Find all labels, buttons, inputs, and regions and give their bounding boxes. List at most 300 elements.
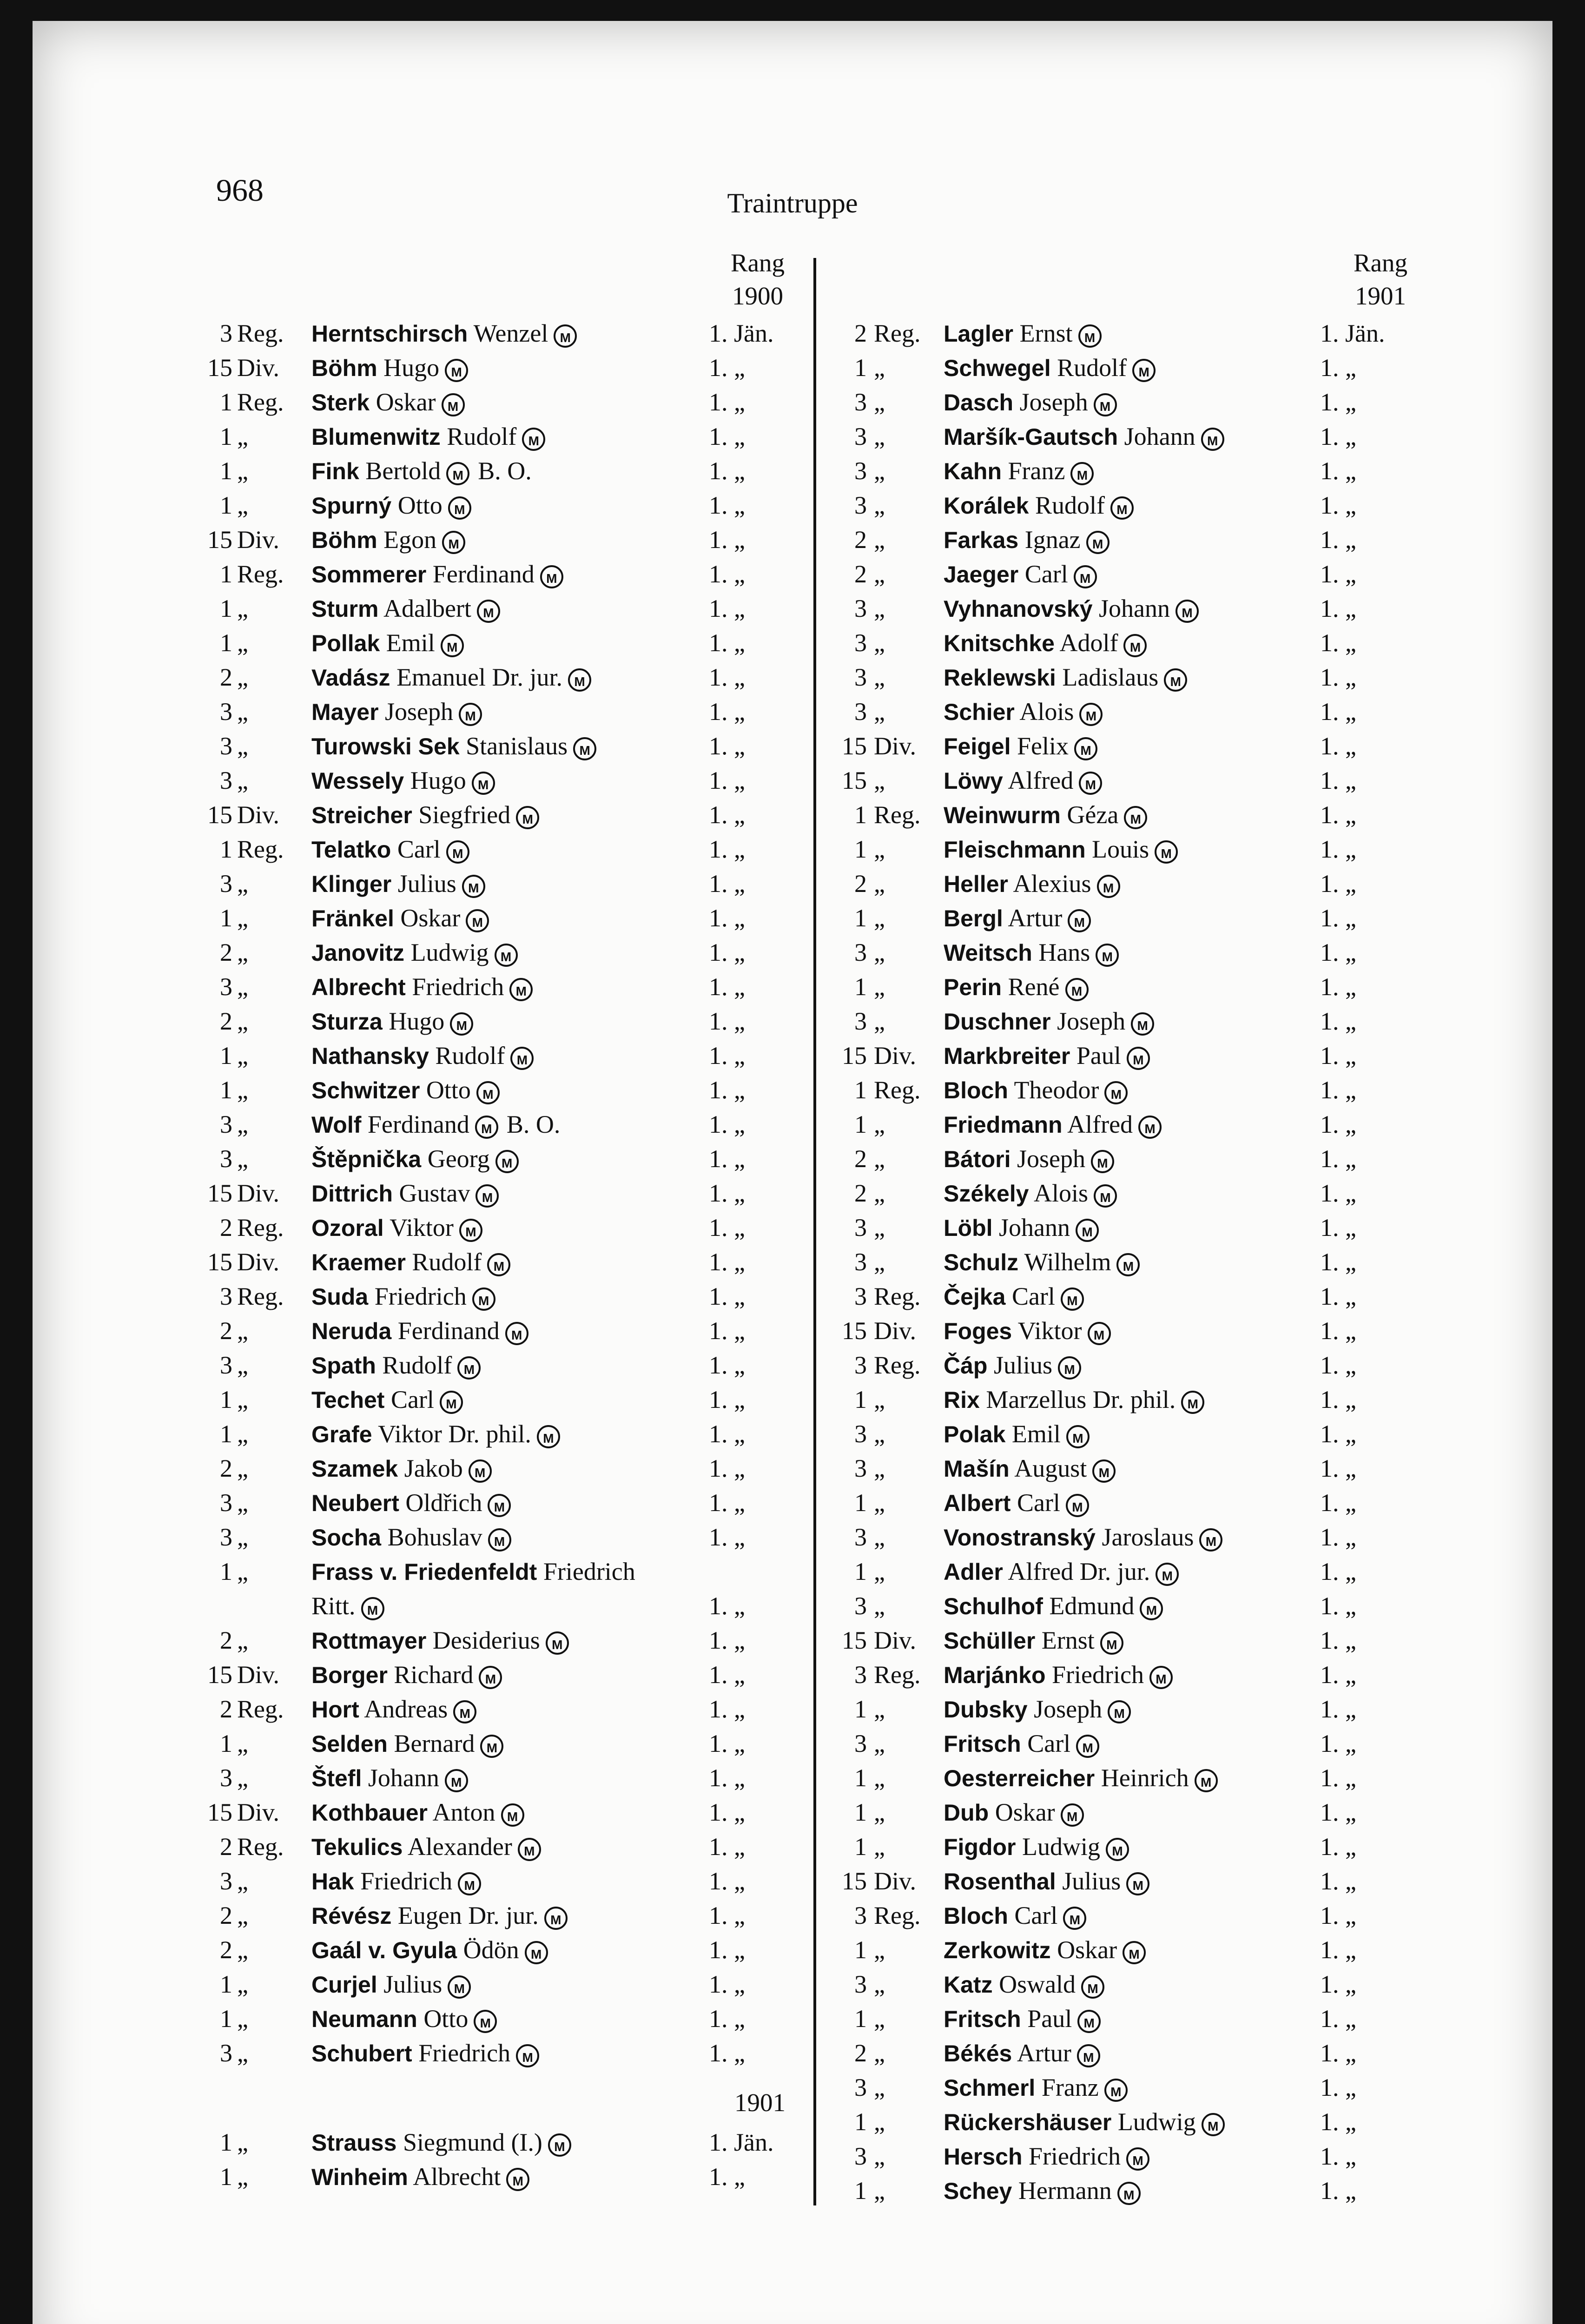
officer-name (944, 1692, 1131, 1727)
rang-date: 1. „ (1320, 1592, 1356, 1620)
surname: Fleischmann (944, 837, 1086, 863)
m-circle-icon: M (522, 428, 545, 451)
rang-date: 1. „ (709, 870, 745, 898)
unit-number: 1 (220, 904, 232, 932)
rang-date: 1. „ (709, 1282, 745, 1310)
m-circle-icon: M (1076, 1219, 1099, 1242)
unit-number: 3 (854, 491, 867, 519)
unit-number: 3 (854, 1248, 867, 1276)
m-circle-icon: M (1088, 1322, 1111, 1345)
unit-number: 3 (220, 1145, 232, 1173)
rang-date: 1. „ (709, 594, 745, 622)
unit-type: Reg. (874, 1076, 921, 1104)
unit-number: 1 (220, 1076, 232, 1104)
unit-type: „ (874, 766, 885, 794)
rang-date: 1. „ (1320, 1970, 1356, 1998)
unit-type: „ (874, 2039, 885, 2067)
officer-name (944, 2105, 1225, 2139)
surname: Heller (944, 871, 1008, 897)
roster-entry (33, 1176, 1552, 1210)
rang-date: 1. „ (709, 457, 745, 485)
honor-note: B. O. (506, 1110, 561, 1138)
surname: Rückershäuser (944, 2109, 1112, 2135)
surname: Maršík-Gautsch (944, 424, 1118, 450)
unit-number: 15 (842, 766, 867, 794)
m-circle-icon: M (1096, 944, 1119, 967)
rang-label: Rang (730, 249, 785, 277)
surname: Foges (944, 1318, 1012, 1344)
rang-date: 1. „ (709, 1214, 745, 1241)
given-name: Oskar (400, 904, 461, 932)
given-name: Siegfried (418, 801, 511, 829)
given-name: Carl (397, 835, 441, 863)
given-name: Hugo (389, 1007, 445, 1035)
surname: Löbl (944, 1215, 993, 1241)
unit-type: „ (237, 629, 248, 657)
roster-entry (33, 970, 1552, 1004)
surname: Perin (944, 974, 1002, 1000)
rang-date: 1. „ (1320, 354, 1356, 382)
unit-number: 1 (854, 904, 867, 932)
rang-date: 1. „ (1320, 2177, 1356, 2205)
unit-number: 15 (207, 526, 232, 554)
unit-type: „ (874, 1798, 885, 1826)
rang-date: 1. „ (709, 1007, 745, 1035)
surname: Schmerl (944, 2075, 1036, 2101)
officer-name (944, 1176, 1117, 1211)
unit-type: Div. (237, 1798, 279, 1826)
surname: Vonostranský (944, 1525, 1096, 1551)
unit-type: „ (874, 1386, 885, 1413)
surname: Székely (944, 1181, 1029, 1207)
rang-date: 1. „ (709, 938, 745, 966)
surname: Schey (944, 2178, 1012, 2204)
unit-type: „ (237, 732, 248, 760)
surname: Bloch (944, 1077, 1008, 1103)
surname: Friedmann (944, 1112, 1063, 1138)
officer-name (944, 419, 1224, 454)
unit-number: 3 (854, 1420, 867, 1448)
given-name: Louis (1092, 835, 1149, 863)
unit-number: 1 (854, 1936, 867, 1964)
officer-name (944, 1382, 1204, 1417)
unit-number: 1 (854, 1695, 867, 1723)
rang-date: 1. „ (1320, 1833, 1356, 1861)
roster-entry (33, 1933, 1552, 1967)
m-circle-icon: M (442, 531, 465, 554)
officer-name (944, 1657, 1173, 1692)
rang-date: 1. „ (709, 801, 745, 829)
surname: Pollak (311, 630, 380, 656)
surname: Gaál v. Gyula (311, 1937, 457, 1963)
rang-date: 1. „ (709, 1454, 745, 1482)
given-name: Alfred Dr. jur. (1008, 1558, 1150, 1585)
rang-date: 1. „ (709, 1833, 745, 1861)
given-name: Franz (1008, 457, 1065, 485)
unit-number: 1 (854, 1558, 867, 1585)
unit-type: Reg. (237, 388, 284, 416)
unit-number: 3 (220, 1867, 232, 1895)
surname: Grafe (311, 1421, 372, 1447)
unit-number: 2 (220, 1901, 232, 1929)
unit-number: 1 (220, 388, 232, 416)
roster-entry (33, 694, 1552, 729)
unit-type: „ (874, 1489, 885, 1517)
surname: Fink (311, 458, 359, 484)
unit-type: „ (874, 2005, 885, 2033)
officer-name (944, 626, 1147, 660)
officer-name (944, 866, 1120, 901)
unit-type: Div. (237, 1661, 279, 1689)
given-name: Paul (1076, 1042, 1121, 1070)
unit-type: „ (237, 1386, 248, 1413)
rang-date: 1. „ (709, 629, 745, 657)
surname: Duschner (944, 1009, 1051, 1035)
unit-type: „ (237, 973, 248, 1001)
unit-number: 1 (854, 354, 867, 382)
unit-number: 2 (220, 1007, 232, 1035)
m-circle-icon: M (495, 1150, 519, 1173)
roster-entry (33, 660, 1552, 694)
officer-name (944, 935, 1119, 970)
unit-number: 3 (220, 1764, 232, 1792)
unit-type: Div. (874, 1626, 916, 1654)
unit-type: „ (237, 1317, 248, 1345)
rang-date: 1. „ (709, 354, 745, 382)
given-name: Adalbert (383, 594, 471, 622)
given-name: Oskar (1057, 1936, 1117, 1964)
m-circle-icon: M (1202, 2113, 1225, 2136)
surname: Winheim (311, 2164, 408, 2191)
unit-number: 1 (220, 2128, 232, 2157)
given-name: Julius (383, 1970, 442, 1998)
unit-type: „ (237, 1867, 248, 1895)
surname: Kraemer (311, 1249, 406, 1275)
m-circle-icon: M (1176, 600, 1199, 623)
unit-number: 3 (220, 1523, 232, 1551)
given-name: Viktor (1017, 1317, 1082, 1345)
rang-date: 1. „ (709, 732, 745, 760)
given-name: Rudolf (412, 1248, 482, 1276)
surname: Frass v. Friedenfeldt (311, 1559, 537, 1585)
unit-number: 2 (220, 1695, 232, 1723)
surname: Reklewski (944, 665, 1056, 691)
m-circle-icon: M (450, 1012, 473, 1036)
rang-date: 1. „ (1320, 1214, 1356, 1241)
rang-date: 1. „ (709, 1351, 745, 1379)
roster-entry (33, 2036, 1552, 2070)
roster-entry (33, 1142, 1552, 1176)
surname: Čejka (944, 1284, 1006, 1310)
m-circle-icon: M (1155, 840, 1178, 864)
unit-type: Reg. (237, 1282, 284, 1310)
rang-date: 1. „ (709, 663, 745, 691)
rang-date: 1. „ (1320, 1282, 1356, 1310)
unit-type: „ (874, 423, 885, 450)
m-circle-icon: M (1156, 1563, 1179, 1586)
given-name: Bernard (394, 1730, 475, 1757)
m-circle-icon: M (466, 909, 489, 932)
m-circle-icon: M (1079, 772, 1102, 795)
rang-date: 1. „ (1320, 1901, 1356, 1929)
unit-number: 1 (854, 2177, 867, 2205)
given-name: Ernst (1019, 319, 1073, 347)
surname: Oesterreicher (944, 1765, 1095, 1791)
rang-date: 1. „ (1320, 1764, 1356, 1792)
given-name: Ferdinand (397, 1317, 500, 1345)
given-name: Carl (390, 1386, 434, 1413)
given-name: Theodor (1014, 1076, 1099, 1104)
unit-type: „ (237, 2005, 248, 2033)
given-name: Johann (368, 1764, 439, 1792)
given-name: Artur (1017, 2039, 1071, 2067)
unit-type: „ (237, 1901, 248, 1929)
unit-type: „ (874, 1214, 885, 1241)
given-name: Alfred (1067, 1110, 1133, 1138)
surname: Révész (311, 1903, 392, 1929)
roster-entry (33, 1829, 1552, 1864)
given-name: Eugen Dr. jur. (397, 1901, 539, 1929)
roster-entry (33, 626, 1552, 660)
surname: Borger (311, 1662, 388, 1688)
unit-type: „ (874, 1970, 885, 1998)
rang-date: 1. „ (709, 1386, 745, 1413)
m-circle-icon: M (1079, 703, 1103, 726)
surname: Polak (944, 1421, 1006, 1447)
unit-type: „ (874, 1110, 885, 1138)
given-name: Ignaz (1024, 526, 1081, 554)
rang-date: 1. Jän. (709, 319, 774, 347)
rang-date: 1. „ (1320, 388, 1356, 416)
unit-number: 1 (220, 1042, 232, 1070)
given-name: Jakob (404, 1454, 463, 1482)
surname: Adler (944, 1559, 1003, 1585)
rang-date: 1. „ (709, 1420, 745, 1448)
unit-number: 15 (207, 1248, 232, 1276)
m-circle-icon: M (518, 1838, 541, 1861)
unit-type: „ (237, 1454, 248, 1482)
given-name: Friedrich (374, 1282, 467, 1310)
m-circle-icon: M (1063, 1907, 1086, 1930)
given-name: Albrecht (413, 2163, 501, 2191)
rang-label: Rang (1353, 249, 1408, 277)
given-name: Anton (432, 1798, 495, 1826)
unit-type: „ (874, 1454, 885, 1482)
officer-name (944, 385, 1117, 420)
rang-date: 1. „ (709, 1695, 745, 1723)
roster-entry (33, 350, 1552, 385)
given-name: Viktor Dr. phil. (378, 1420, 531, 1448)
given-name: Emanuel Dr. jur. (396, 663, 562, 691)
unit-type: „ (237, 1626, 248, 1654)
given-name: Artur (1008, 904, 1063, 932)
unit-number: 2 (854, 560, 867, 588)
rang-date: 1. „ (709, 973, 745, 1001)
unit-type: „ (237, 1523, 248, 1551)
roster-entry (33, 2001, 1552, 2036)
given-name: Otto (426, 1076, 471, 1104)
m-circle-icon: M (1116, 1253, 1140, 1276)
officer-name (944, 1520, 1222, 1555)
m-circle-icon: M (1201, 428, 1224, 451)
roster-entry (33, 2139, 1552, 2173)
unit-number: 3 (854, 1454, 867, 1482)
surname: Socha (311, 1525, 382, 1551)
m-circle-icon: M (1127, 1047, 1150, 1070)
surname: Farkas (944, 527, 1019, 553)
m-circle-icon: M (487, 1253, 510, 1276)
rang-date: 1. „ (709, 1110, 745, 1138)
roster-entry (33, 2105, 1552, 2139)
given-name: Géza (1067, 801, 1119, 829)
given-name: Ernst (1041, 1626, 1095, 1654)
unit-type: „ (237, 1558, 248, 1585)
surname: Vyhnanovský (944, 596, 1093, 622)
rang-date: 1. „ (709, 1867, 745, 1895)
given-name: Joseph (1017, 1145, 1085, 1173)
unit-number: 3 (854, 1214, 867, 1241)
unit-number: 1 (220, 835, 232, 863)
officer-name (944, 557, 1097, 592)
given-name: Egon (383, 526, 437, 554)
unit-number: 3 (854, 2073, 867, 2101)
given-name: Gustav (399, 1179, 470, 1207)
unit-number: 2 (220, 1317, 232, 1345)
surname: Mayer (311, 699, 379, 725)
roster-entry (33, 385, 1552, 419)
unit-number: 1 (220, 594, 232, 622)
m-circle-icon: M (479, 1666, 502, 1689)
given-name: Rudolf (435, 1042, 505, 1070)
unit-type: „ (237, 1145, 248, 1173)
m-circle-icon: M (448, 496, 471, 520)
surname: Wolf (311, 1112, 362, 1138)
surname: Rix (944, 1387, 980, 1413)
officer-name (944, 1898, 1086, 1933)
officer-name (944, 1451, 1116, 1486)
unit-type: „ (237, 1351, 248, 1379)
m-circle-icon: M (546, 1631, 569, 1655)
rang-date: 1. „ (709, 1764, 745, 1792)
rang-year: 1900 (732, 282, 783, 310)
surname: Schulz (944, 1249, 1019, 1275)
unit-number: 2 (854, 2039, 867, 2067)
rang-date: 1. „ (709, 835, 745, 863)
surname: Figdor (944, 1834, 1016, 1860)
roster-entry (33, 729, 1552, 763)
m-circle-icon: M (474, 2010, 497, 2033)
rang-date: 1. „ (709, 526, 745, 554)
rang-date: 1. „ (1320, 629, 1356, 657)
roster-entry (33, 901, 1552, 935)
surname: Strauss (311, 2130, 397, 2156)
unit-number: 3 (220, 1351, 232, 1379)
m-circle-icon: M (495, 944, 518, 967)
rang-date: 1. „ (1320, 1558, 1356, 1585)
roster-entry (33, 866, 1552, 901)
unit-number: 1 (854, 1489, 867, 1517)
rang-date: 1. „ (1320, 1386, 1356, 1413)
given-name: René (1008, 973, 1060, 1001)
m-circle-icon: M (1086, 531, 1110, 554)
given-name: Alexander (407, 1833, 512, 1861)
m-circle-icon: M (1149, 1666, 1173, 1689)
m-circle-icon: M (505, 1322, 528, 1345)
officer-name (944, 1314, 1111, 1348)
surname: Schüller (944, 1628, 1036, 1654)
unit-number: 3 (220, 319, 232, 347)
given-name: Friedrich (543, 1558, 635, 1585)
m-circle-icon: M (516, 806, 539, 829)
given-name: Oskar (995, 1798, 1055, 1826)
m-circle-icon: M (540, 565, 563, 588)
m-circle-icon: M (1195, 1769, 1218, 1792)
m-circle-icon: M (475, 1116, 498, 1139)
unit-type: „ (874, 1695, 885, 1723)
m-circle-icon: M (453, 1700, 476, 1723)
surname: Štěpnička (311, 1146, 422, 1172)
unit-type: „ (237, 1730, 248, 1757)
unit-type: Reg. (874, 319, 921, 347)
surname: Štefl (311, 1765, 362, 1791)
unit-number: 3 (220, 1489, 232, 1517)
unit-type: „ (874, 663, 885, 691)
unit-type: „ (874, 1420, 885, 1448)
unit-type: „ (237, 1042, 248, 1070)
unit-type: „ (874, 2177, 885, 2205)
unit-number: 1 (854, 1764, 867, 1792)
unit-type: Div. (874, 1867, 916, 1895)
surname: Neumann (311, 2006, 417, 2032)
unit-type: „ (237, 2039, 248, 2067)
year-break: 1901 (734, 2088, 786, 2117)
roster-entry (33, 798, 1552, 832)
unit-type: „ (237, 457, 248, 485)
given-name: Rudolf (1057, 354, 1127, 382)
officer-name (944, 1554, 1179, 1589)
unit-number: 2 (220, 663, 232, 691)
rang-date: 1. „ (1320, 1007, 1356, 1035)
roster-entry (33, 1623, 1552, 1657)
rang-date: 1. „ (709, 388, 745, 416)
given-name: Hugo (410, 766, 466, 794)
rang-header-right (1325, 246, 1436, 312)
unit-number: 2 (220, 1626, 232, 1654)
unit-type: Reg. (874, 1901, 921, 1929)
rang-date: 1. „ (1320, 1042, 1356, 1070)
unit-type: „ (874, 1145, 885, 1173)
surname: Telatko (311, 837, 391, 863)
rang-date: 1. „ (1320, 1351, 1356, 1379)
roster-entry (33, 1314, 1552, 1348)
roster-entry (33, 1107, 1552, 1142)
given-name: Jaroslaus (1102, 1523, 1194, 1551)
m-circle-icon: M (506, 2168, 529, 2191)
unit-type: Div. (237, 1179, 279, 1207)
given-name: Johann (999, 1214, 1070, 1241)
surname: Tekulics (311, 1834, 403, 1860)
surname: Čáp (944, 1353, 988, 1379)
given-name: Friedrich (1052, 1661, 1144, 1689)
m-circle-icon: M (1126, 2147, 1149, 2171)
unit-number: 2 (854, 1145, 867, 1173)
surname: Rosenthal (944, 1868, 1056, 1895)
honor-note: B. O. (478, 457, 532, 485)
given-name: Johann (1099, 594, 1170, 622)
m-circle-icon: M (457, 1356, 481, 1380)
unit-type: „ (237, 594, 248, 622)
unit-type: Div. (237, 526, 279, 554)
